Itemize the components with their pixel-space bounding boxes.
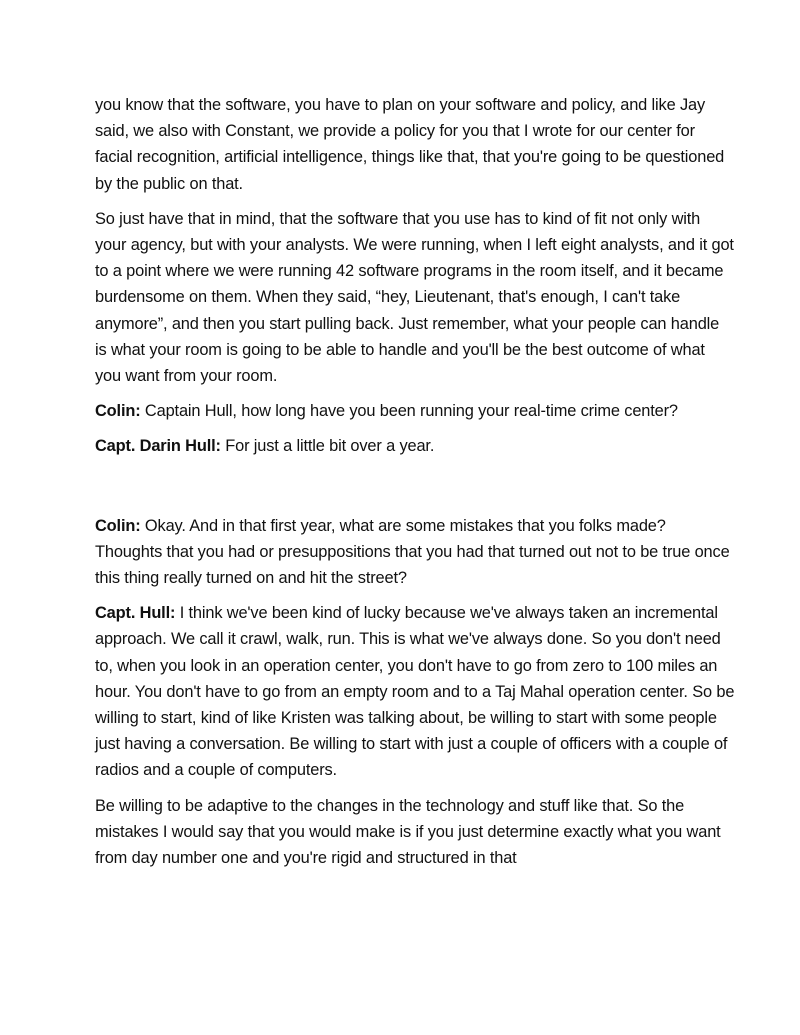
paragraph-text: Okay. And in that first year, what are some mistakes that you folks made? Thoughts that you had or presuppositions that you had that turned out not to be true once this thing really turned on and hit the street?: [95, 516, 730, 588]
speaker-label: Colin:: [95, 516, 141, 535]
paragraph-text: you know that the software, you have to plan on your software and policy, and like Jay said, we also with Constant, we provide a policy for you that I wrote for our center for facial recognition, artificial intelligence, things like that, that you're going to be questioned by the public on that.: [95, 96, 725, 193]
paragraph-adaptive: [95, 793, 735, 872]
paragraph-software-policy: [95, 92, 735, 197]
transcript-page: [95, 92, 735, 880]
speaker-label: Capt. Darin Hull:: [95, 437, 221, 456]
paragraph-software-fit: [95, 206, 735, 389]
paragraph-text: So just have that in mind, that the software that you use has to kind of fit not only with your agency, but with your analysts. We were running, when I left eight analysts, and it got to a point where we were running 42 software programs in the room itself, and it became burdensome on them. When they said, “hey, Lieutenant, that's enough, I can't take anymore”, and then you start pulling back. Just remember, what your people can handle is what your room is going to be able to handle and you'll be the best outcome of what you want from your room.: [95, 209, 734, 386]
paragraph-hull-answer-2: [95, 600, 735, 783]
paragraph-colin-question-2: [95, 513, 735, 592]
paragraph-text: For just a little bit over a year.: [220, 437, 435, 456]
paragraph-text: I think we've been kind of lucky because we've always taken an incremental approach. We call it crawl, walk, run. This is what we've always done. So you don't need to, when you look in an operation center, you don't have to go from zero to 100 miles an hour. You don't have to go from an empty room and to a Taj Mahal operation center. So be willing to start, kind of like Kristen was talking about, be willing to start with some people just having a conversation. Be willing to start with just a couple of officers with a couple of radios and a couple of computers.: [95, 604, 735, 780]
paragraph-hull-answer-1: [95, 433, 735, 459]
speaker-label: Colin:: [95, 402, 141, 421]
speaker-label: Capt. Hull:: [95, 604, 176, 623]
paragraph-text: Captain Hull, how long have you been running your real-time crime center?: [140, 402, 678, 421]
blank-gap: [95, 469, 735, 513]
paragraph-colin-question-1: [95, 398, 735, 424]
paragraph-text: Be willing to be adaptive to the changes in the technology and stuff like that. So the mistakes I would say that you would make is if you just determine exactly what you want from day number one and you're rigid and structured in that: [95, 796, 721, 868]
